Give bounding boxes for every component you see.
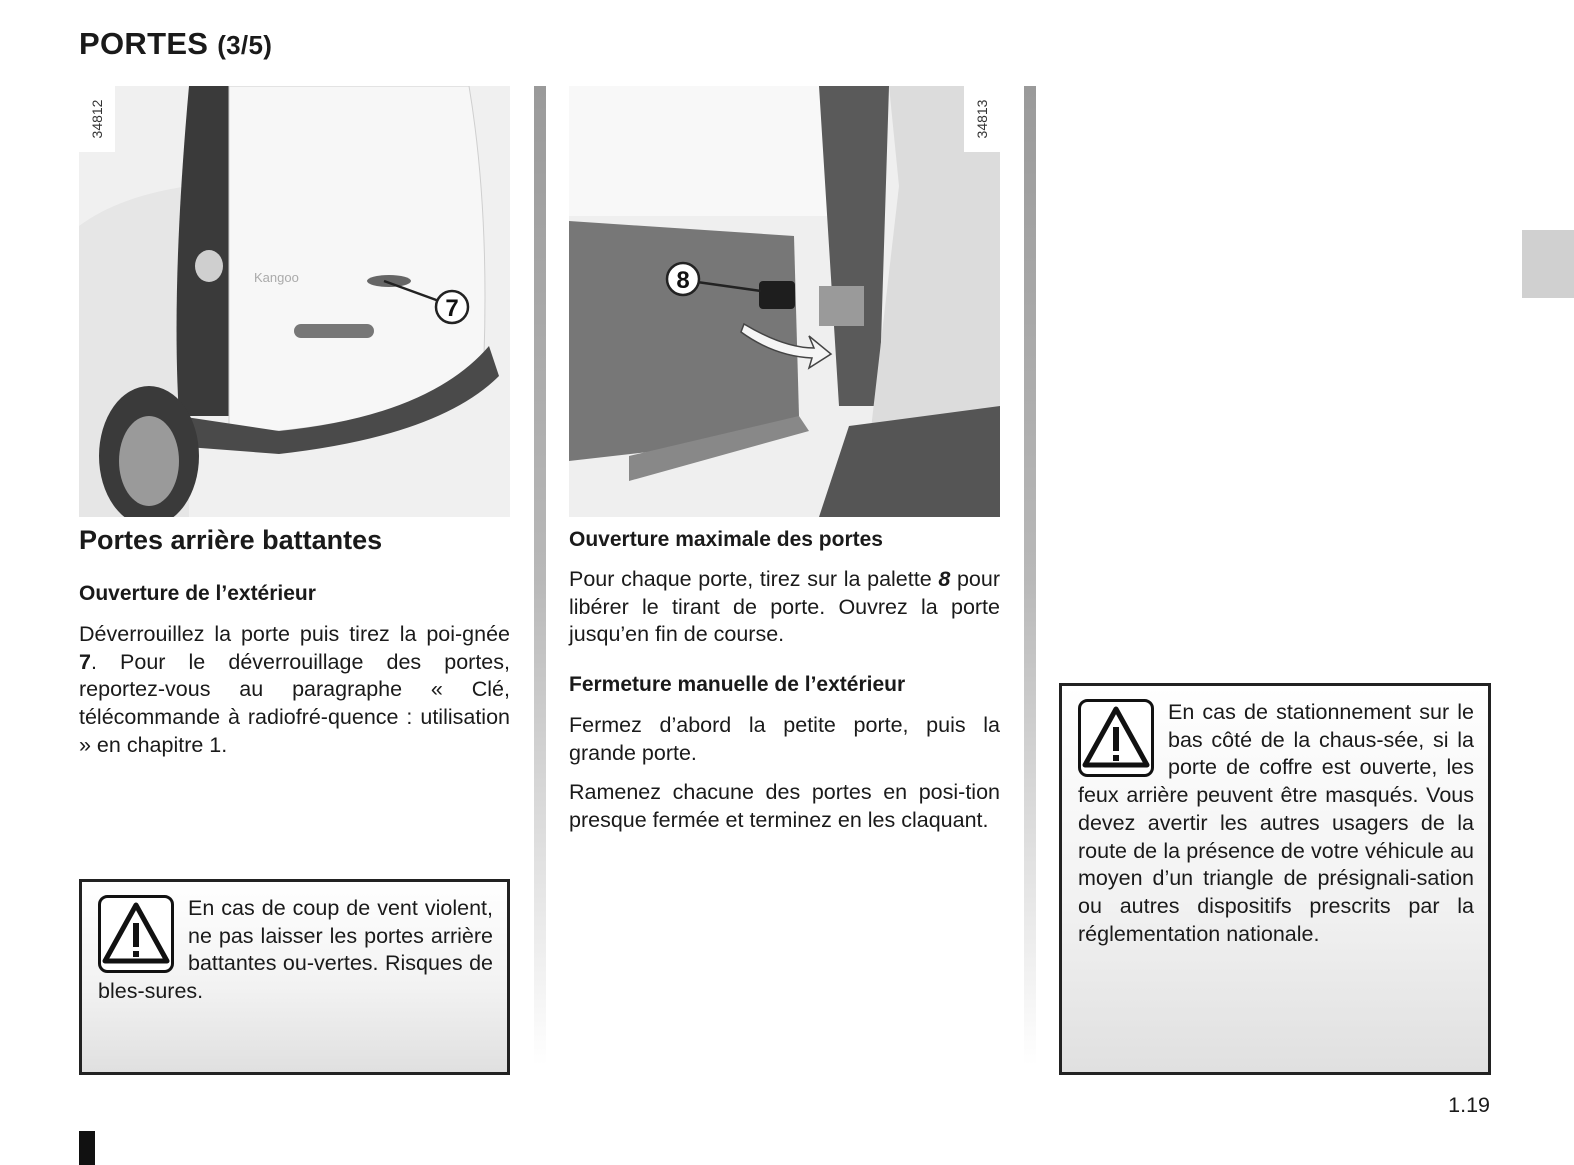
corner-mark [79, 1131, 95, 1165]
paragraph-slam: Ramenez chacune des portes en posi-tion presque fermée et terminez en les claquant. [569, 780, 1000, 832]
warning-box-wind [79, 879, 510, 1075]
paragraph-palette: Pour chaque porte, tirez sur la palette 8 pour libérer le tirant de porte. Ouvrez la porte jusqu’en fin de course. [569, 567, 1000, 647]
callout-7: 7 [445, 295, 459, 322]
paragraph-close-order: Fermez d’abord la petite porte, puis la grande porte. [569, 713, 1000, 765]
warning-box-parking [1059, 683, 1491, 1075]
column-divider-1 [534, 86, 546, 1066]
subheading-manual-closing: Fermeture manuelle de l’extérieur [569, 673, 906, 696]
warning-text: En cas de stationnement sur le bas côté de la chaus-sée, si la porte de coffre est ouverte, les feux arrière peuvent être masqués. Vous devez avertir les autres usagers de la route de la présence de votre véhicule au moyen d’un triangle de présignali-sation ou autres dispositifs prescrits par la réglementation nationale. [1078, 700, 1474, 946]
column-divider-2 [1024, 86, 1036, 1066]
warning-triangle-icon [1078, 699, 1154, 777]
subheading-exterior-opening: Ouverture de l’extérieur [79, 582, 316, 605]
paragraph-unlock: Déverrouillez la porte puis tirez la poi-gnée 7. Pour le déverrouillage des portes, reportez-vous au paragraphe « Clé, télécommande à radiofré-quence : utilisation » en chapitre 1. [79, 622, 510, 757]
title-part: (3/5) [217, 30, 273, 60]
chapter-tab [1522, 230, 1574, 298]
photo-reference: 34812 [79, 86, 115, 152]
door-strap-photo [569, 86, 1000, 517]
title-main: PORTES [79, 26, 209, 61]
rear-door-photo [79, 86, 510, 517]
photo-reference: 34813 [964, 86, 1000, 152]
svg-text:Kangoo: Kangoo [254, 270, 299, 285]
page-number: 1.19 [1448, 1093, 1490, 1117]
subheading-max-opening: Ouverture maximale des portes [569, 528, 883, 551]
page-title [79, 26, 272, 62]
warning-triangle-icon [98, 895, 174, 973]
warning-text: En cas de coup de vent violent, ne pas laisser les portes arrière battantes ou-vertes. Risques de bles-sures. [98, 896, 493, 1004]
section-title: Portes arrière battantes [79, 525, 383, 555]
callout-8: 8 [676, 267, 690, 294]
